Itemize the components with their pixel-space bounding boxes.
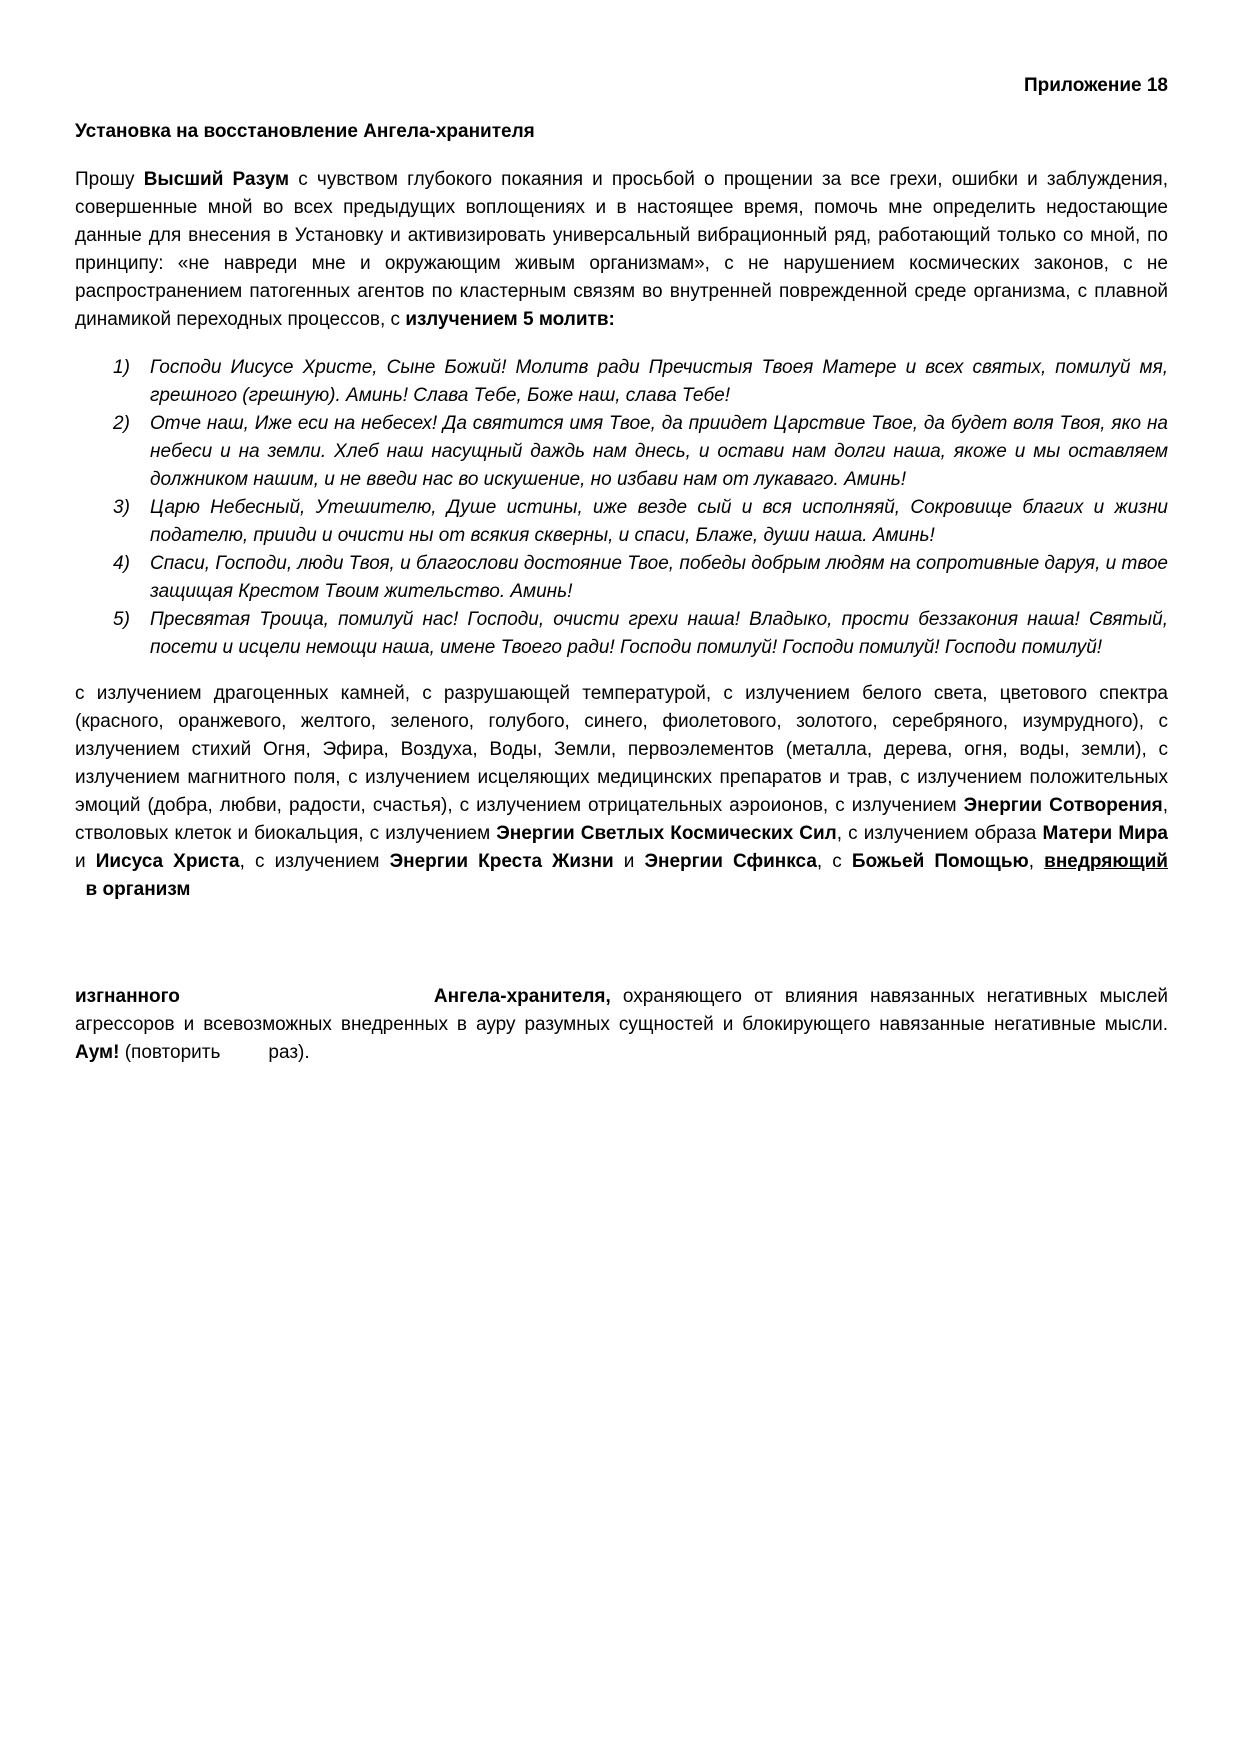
emanation-bold: Энергии Сфинкса (644, 851, 817, 872)
emanation-text: , с излучением (239, 851, 390, 872)
emanation-text: и (75, 851, 96, 872)
intro-paragraph (75, 166, 1168, 334)
emanation-text: , с излучением образа (836, 823, 1043, 844)
emanation-text: , стволовых клеток и биокальция, с излучением (75, 795, 1168, 844)
emanation-paragraph (75, 680, 1168, 904)
emanation-bold: в организм (75, 879, 191, 900)
emanation-text: , (1028, 851, 1045, 872)
emanation-text: , с (816, 851, 852, 872)
prayer-text: Пресвятая Троица, помилуй нас! Господи, очисти грехи наша! Владыко, прости беззакония наша! Святый, посети и исцели немощи наша, имене Твоего ради! Господи помилуй! Господи помилуй! Господи помилуй! (150, 609, 1168, 658)
prayer-number: 2) (113, 413, 130, 434)
prayer-text: Господи Иисусе Христе, Сыне Божий! Молитв ради Пречистыя Твоея Матере и всех святых, помилуй мя, грешного (грешную). Аминь! Слава Тебе, Боже наш, слава Тебе! (150, 357, 1168, 406)
document-page (75, 72, 1168, 1067)
final-text: раз). (268, 1042, 310, 1063)
emanation-text: с излучением драгоценных камней, с разрушающей температурой, с излучением белого света, цветового спектра (красного, оранжевого, желтого, зеленого, голубого, синего, фиолетового, золотого, серебряного, изумрудного), с излучением стихий Огня, Эфира, Воздуха, Воды, Земли, первоэлементов (металла, дерева, огня, воды, земли), с излучением магнитного поля, с излучением исцеляющих медицинских препаратов и трав, с излучением положительных эмоций (добра, любви, радости, счастья), с излучением отрицательных аэроионов, с излучением (75, 683, 1168, 816)
prayer-item-2 (75, 410, 1168, 494)
prayer-text: Отче наш, Иже еси на небесех! Да святится имя Твое, да приидет Царствие Твое, да будет воля Твоя, яко на небеси и на земли. Хлеб наш насущный даждь нам днесь, и остави нам долги наша, якоже и мы оставляем должником нашим, и не введи нас во искушение, но избави нам от лукаваго. Аминь! (150, 413, 1168, 490)
prayer-item-5 (75, 606, 1168, 662)
prayer-text: Спаси, Господи, люди Твоя, и благослови достояние Твое, победы добрым людям на сопротивные даруя, и твое защищая Крестом Твоим жительство. Аминь! (150, 553, 1168, 602)
emanation-bold: Божьей Помощью (851, 851, 1029, 872)
prayer-item-1 (75, 354, 1168, 410)
prayer-item-3 (75, 494, 1168, 550)
appendix-label: Приложение 18 (1023, 75, 1168, 96)
intro-text-1: Прошу (75, 169, 144, 190)
final-bold-aum: Аум! (75, 1042, 120, 1063)
final-paragraph (75, 983, 1168, 1067)
final-text: охраняющего от влияния навязанных негативных мыслей агрессоров и всевозможных внедренных в ауру разумных сущностей и блокирующего навязанные негативные мысли. (75, 986, 1168, 1035)
prayer-text: Царю Небесный, Утешителю, Душе истины, иже везде сый и вся исполняяй, Сокровище благих и жизни подателю, прииди и очисти ны от всякия скверны, и спаси, Блаже, души наша. Аминь! (150, 497, 1168, 546)
emanation-underlined-implanting: внедряющий (1044, 851, 1168, 872)
emanation-text: и (613, 851, 645, 872)
prayer-number: 4) (113, 553, 130, 574)
emanation-bold: Энергии Креста Жизни (389, 851, 614, 872)
emanation-bold: Энергии Светлых Космических Сил (496, 823, 837, 844)
intro-text-2: с чувством глубокого покаяния и просьбой о прощении за все грехи, ошибки и заблуждения, совершенные мной во всех предыдущих воплощениях и в настоящее время, помочь мне определить недостающие данные для внесения в Установку и активизировать универсальный вибрационный ряд, работающий только со мной, по принципу: «не навреди мне и окружающим живым организмам», с не нарушением космических законов, с не распространением патогенных агентов по кластерным связям во внутренней поврежденной среде организма, с плавной динамикой переходных процессов, с (75, 169, 1168, 330)
final-bold-exiled: изгнанного (75, 986, 180, 1007)
document-title: Установка на восстановление Ангела-хранителя (75, 121, 535, 142)
intro-bold-higher-mind: Высший Разум (143, 169, 290, 190)
final-bold-guardian-angel: Ангела-хранителя, (433, 986, 611, 1007)
intro-bold-five-prayers: излучением 5 молитв: (405, 309, 615, 330)
prayer-number: 5) (113, 609, 130, 630)
final-text: (повторить (119, 1042, 221, 1063)
prayer-item-4 (75, 550, 1168, 606)
prayer-number: 3) (113, 497, 130, 518)
prayer-list (75, 354, 1168, 662)
emanation-bold: Иисуса Христа (95, 851, 240, 872)
emanation-bold: Энергии Сотворения (963, 795, 1163, 816)
prayer-number: 1) (113, 357, 130, 378)
emanation-bold: Матери Мира (1042, 823, 1168, 844)
